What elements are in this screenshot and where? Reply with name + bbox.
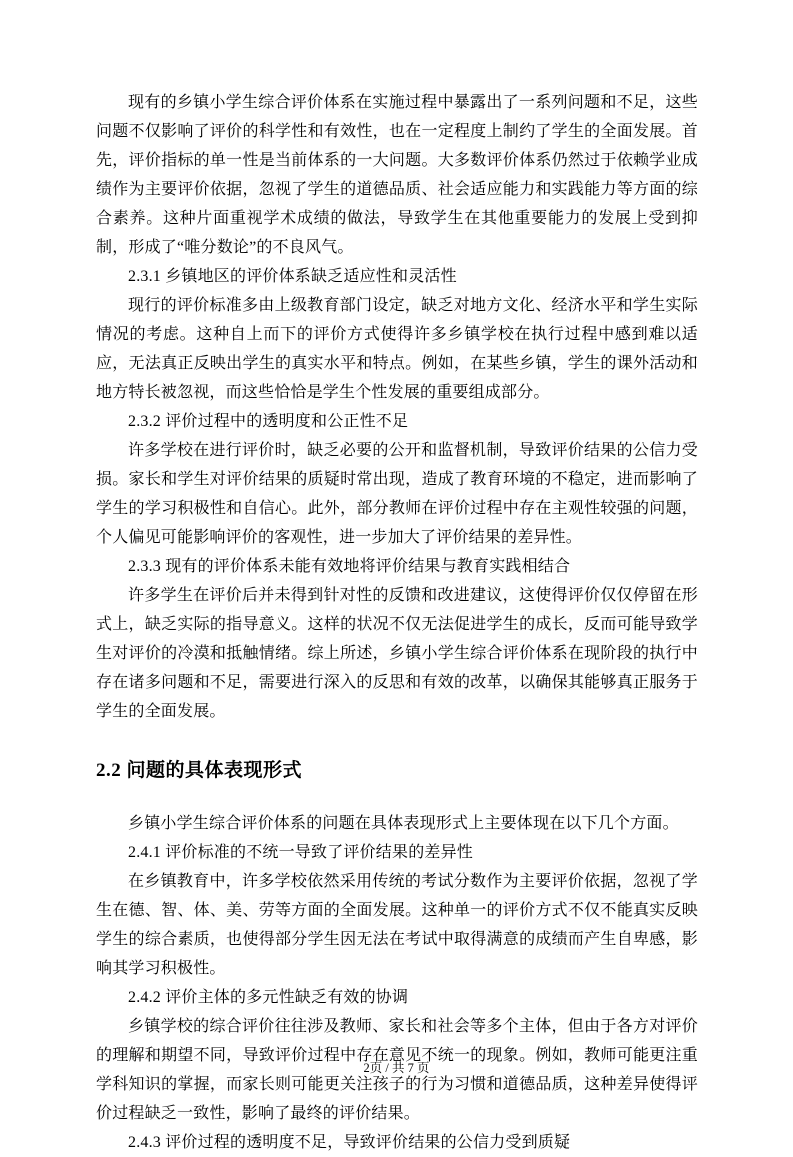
subsection-heading-2-3-2: 2.3.2 评价过程中的透明度和公正性不足 bbox=[128, 413, 409, 430]
paragraph: 乡镇学校的综合评价往往涉及教师、家长和社会等多个主体，但由于各方对评价的理解和期望不同，导致评价过程中存在意见不统一的现象。例如，教师可能更注重学科知识的掌握，而家长则可能更关注孩子的行为习惯和道德品质，这种差异使得评价过程缺乏一致性，影响了最终的评价结果。 bbox=[96, 1018, 698, 1122]
paragraph: 乡镇小学生综合评价体系的问题在具体表现形式上主要体现在以下几个方面。 bbox=[128, 815, 679, 832]
paragraph: 许多学生在评价后并未得到针对性的反馈和改进建议，这使得评价仅仅停留在形式上，缺乏实际的指导意义。这样的状况不仅无法促进学生的成长，反而可能导致学生对评价的冷漠和抵触情绪。综上所述，乡镇小学生综合评价体系在现阶段的执行中存在诸多问题和不足，需要进行深入的反思和有效的改革，以确保其能够真正服务于学生的全面发展。 bbox=[96, 587, 698, 720]
subsection-heading-2-4-1: 2.4.1 评价标准的不统一导致了评价结果的差异性 bbox=[128, 844, 474, 861]
subsection-heading-2-4-3: 2.4.3 评价过程的透明度不足，导致评价结果的公信力受到质疑 bbox=[128, 1134, 571, 1151]
page-number: 2页 / 共 7 页 bbox=[363, 1061, 430, 1075]
subsection-heading-2-3-1: 2.3.1 乡镇地区的评价体系缺乏适应性和灵活性 bbox=[128, 268, 457, 285]
document-body bbox=[96, 88, 698, 1157]
subsection-heading-2-3-3: 2.3.3 现有的评价体系未能有效地将评价结果与教育实践相结合 bbox=[128, 558, 571, 575]
paragraph: 现行的评价标准多由上级教育部门设定，缺乏对地方文化、经济水平和学生实际情况的考虑。这种自上而下的评价方式使得许多乡镇学校在执行过程中感到难以适应，无法真正反映出学生的真实水平和特点。例如，在某些乡镇，学生的课外活动和地方特长被忽视，而这些恰恰是学生个性发展的重要组成部分。 bbox=[96, 297, 698, 401]
section-heading-2-2: 2.2 问题的具体表现形式 bbox=[96, 760, 303, 781]
paragraph: 许多学校在进行评价时，缺乏必要的公开和监督机制，导致评价结果的公信力受损。家长和学生对评价结果的质疑时常出现，造成了教育环境的不稳定，进而影响了学生的学习积极性和自信心。此外，部分教师在评价过程中存在主观性较强的问题，个人偏见可能影响评价的客观性，进一步加大了评价结果的差异性。 bbox=[96, 442, 698, 546]
paragraph: 在乡镇教育中，许多学校依然采用传统的考试分数作为主要评价依据，忽视了学生在德、智、体、美、劳等方面的全面发展。这种单一的评价方式不仅不能真实反映学生的综合素质，也使得部分学生因无法在考试中取得满意的成绩而产生自卑感，影响其学习积极性。 bbox=[96, 873, 698, 977]
subsection-heading-2-4-2: 2.4.2 评价主体的多元性缺乏有效的协调 bbox=[128, 989, 409, 1006]
paragraph: 现有的乡镇小学生综合评价体系在实施过程中暴露出了一系列问题和不足，这些问题不仅影响了评价的科学性和有效性，也在一定程度上制约了学生的全面发展。首先，评价指标的单一性是当前体系的一大问题。大多数评价体系仍然过于依赖学业成绩作为主要评价依据，忽视了学生的道德品质、社会适应能力和实践能力等方面的综合素养。这种片面重视学术成绩的做法，导致学生在其他重要能力的发展上受到抑制，形成了“唯分数论”的不良风气。 bbox=[96, 94, 698, 256]
